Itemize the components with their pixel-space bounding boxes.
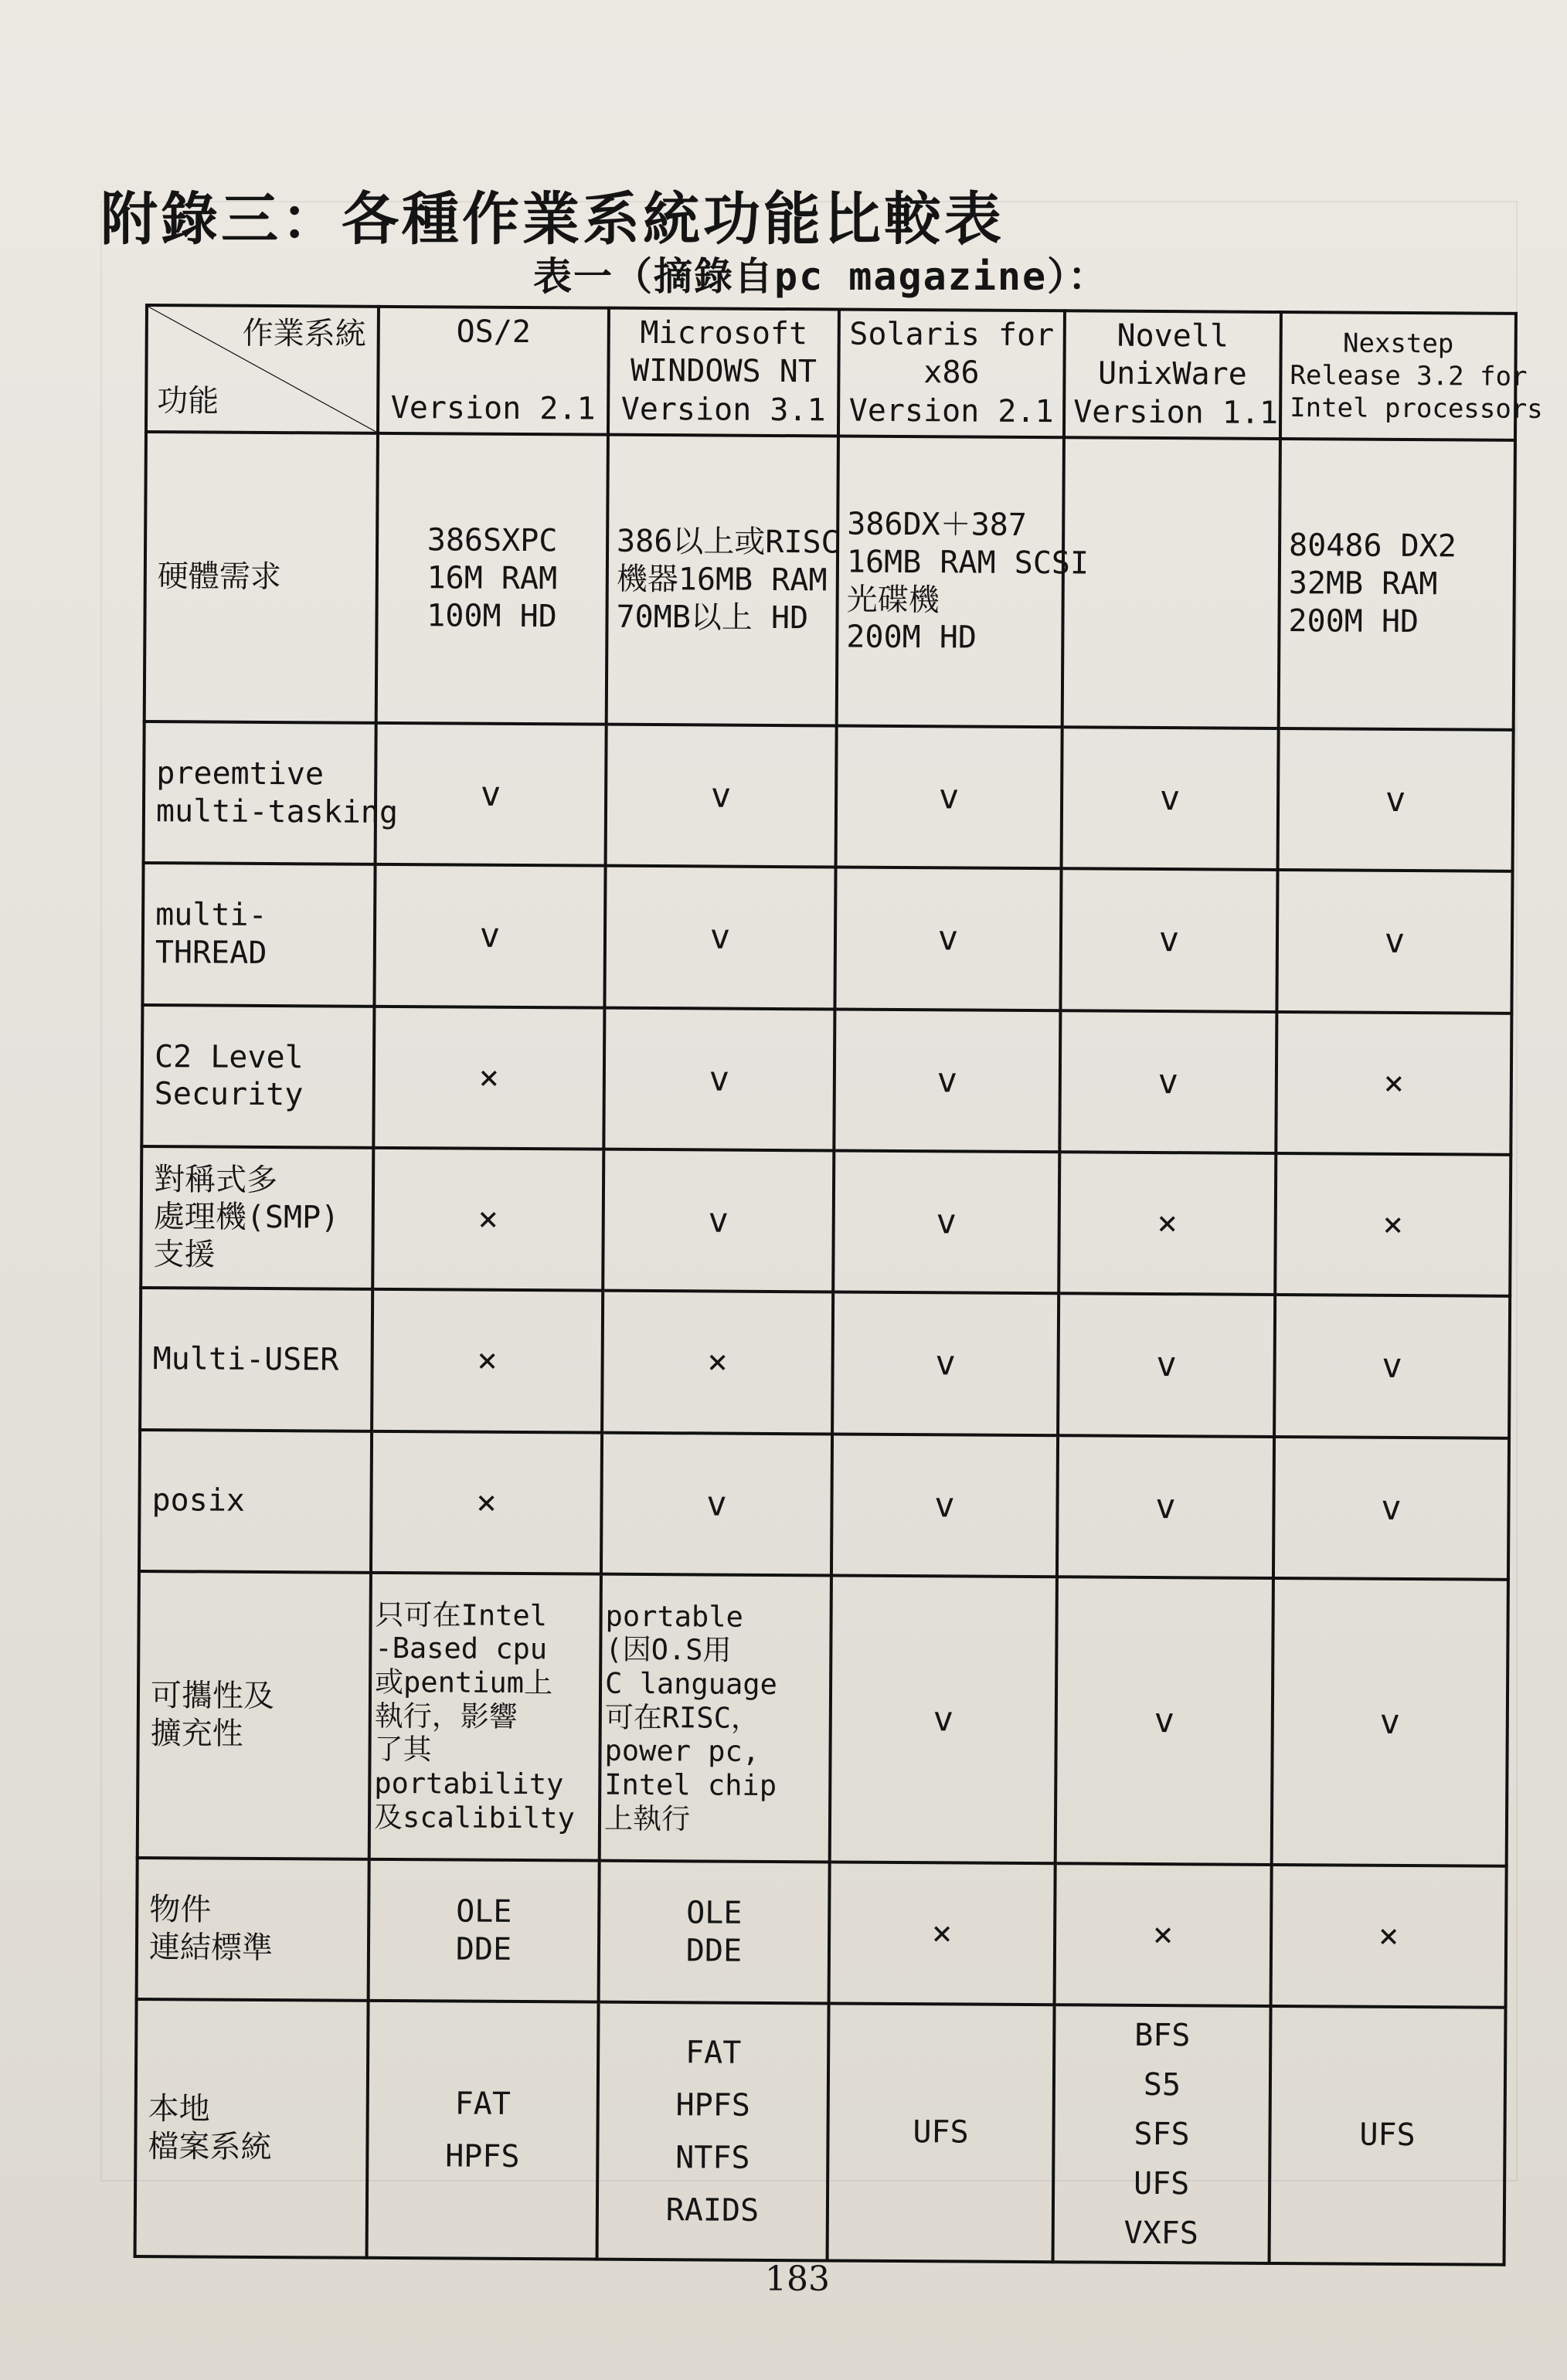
row-smp xyxy=(141,1146,1511,1296)
feature-label: 物件 連結標準 xyxy=(137,1858,369,2001)
check-mark: v xyxy=(834,867,1061,1010)
row-multithread xyxy=(142,863,1512,1013)
feature-label: multi-THREAD xyxy=(142,863,375,1006)
feature-label: 硬體需求 xyxy=(144,432,378,723)
check-mark: v xyxy=(601,1432,832,1575)
check-mark: v xyxy=(1058,1294,1275,1437)
column-header-os2: OS/2 Version 2.1 xyxy=(378,307,609,435)
check-mark: v xyxy=(606,725,837,867)
cross-mark: × xyxy=(373,1007,604,1149)
check-mark: v xyxy=(603,1007,834,1150)
check-mark: v xyxy=(376,723,607,866)
feature-label: 對稱式多 處理機(SMP) 支援 xyxy=(141,1146,373,1289)
feature-label: 可攜性及 擴充性 xyxy=(138,1571,371,1859)
page-number: 183 xyxy=(765,2259,830,2299)
check-mark: v xyxy=(374,864,605,1007)
check-mark: v xyxy=(1059,1010,1276,1153)
cross-mark: × xyxy=(372,1289,603,1432)
row-filesystem xyxy=(135,1999,1506,2265)
os-comparison-table xyxy=(134,304,1543,2266)
feature-label: C2 Level Security xyxy=(141,1005,374,1148)
check-mark: v xyxy=(831,1434,1058,1577)
feature-label: preemtive multi-tasking xyxy=(144,721,376,864)
row-preemptive xyxy=(144,721,1514,871)
row-c2-security xyxy=(141,1005,1511,1155)
column-header-solaris: Solaris for x86 Version 2.1 xyxy=(838,309,1065,437)
check-mark: v xyxy=(830,1576,1057,1863)
cross-mark: × xyxy=(1275,1153,1511,1296)
cross-mark: × xyxy=(1059,1152,1276,1295)
check-mark: v xyxy=(1278,728,1514,871)
cross-mark: × xyxy=(1055,1863,1272,2006)
check-mark: v xyxy=(1272,1578,1508,1866)
page-title: 附錄三：各種作業系統功能比較表 xyxy=(100,186,1004,253)
cross-mark: × xyxy=(602,1291,833,1434)
cell-hardware-nt: 386以上或RISC 機器16MB RAM 70MB以上 HD xyxy=(607,435,838,726)
check-mark: v xyxy=(1057,1435,1274,1578)
cell-hardware-nexstep: 80486 DX2 32MB RAM 200M HD xyxy=(1279,439,1515,730)
check-mark: v xyxy=(833,1151,1059,1294)
cross-mark: × xyxy=(371,1431,602,1574)
cell-object-os2: OLE DDE xyxy=(369,1859,600,2002)
check-mark: v xyxy=(1062,727,1279,870)
check-mark: v xyxy=(1060,869,1277,1012)
column-header-windows-nt: Microsoft WINDOWS NT Version 3.1 xyxy=(608,308,839,436)
cell-portability-os2: 只可在Intel -Based cpu 或pentium上 執行，影響 了其 portability 及scalibilty xyxy=(369,1573,601,1861)
corner-os-label: 作業系統 xyxy=(242,315,366,352)
row-multiuser xyxy=(140,1288,1510,1438)
cross-mark: × xyxy=(1271,1865,1507,2008)
row-hardware xyxy=(144,432,1515,730)
check-mark: v xyxy=(1055,1577,1273,1864)
check-mark: v xyxy=(603,1149,834,1292)
cross-mark: × xyxy=(829,1862,1055,2005)
row-object-linking xyxy=(137,1858,1507,2008)
check-mark: v xyxy=(1273,1437,1509,1580)
cell-portability-nt: portable (因O.S用 C language 可在RISC， power pc, Intel chip 上執行 xyxy=(600,1574,831,1862)
cell-fs-solaris: UFS xyxy=(828,2004,1055,2262)
cell-fs-os2: FAT HPFS xyxy=(367,2001,599,2259)
column-header-nexstep: Nexstep Release 3.2 for Intel processors xyxy=(1280,312,1516,440)
cell-object-nt: OLE DDE xyxy=(599,1861,830,2004)
cell-fs-unixware: BFS S5 SFS UFS VXFS xyxy=(1053,2005,1271,2263)
row-posix xyxy=(139,1430,1509,1580)
check-mark: v xyxy=(604,866,835,1009)
cell-hardware-os2: 386SXPC 16M RAM 100M HD xyxy=(376,433,608,725)
cell-hardware-solaris: 386DX＋387 16MB RAM SCSI 光碟機 200M HD xyxy=(837,436,1064,728)
row-portability xyxy=(138,1571,1508,1866)
cell-fs-nexstep: UFS xyxy=(1270,2006,1506,2265)
cross-mark: × xyxy=(1276,1012,1511,1155)
feature-label: posix xyxy=(139,1430,372,1573)
check-mark: v xyxy=(836,726,1062,869)
column-header-unixware: Novell UnixWare Version 1.1 xyxy=(1064,311,1281,439)
check-mark: v xyxy=(834,1009,1060,1152)
table-caption: 表一（摘錄自pc magazine）： xyxy=(533,254,1109,299)
check-mark: v xyxy=(1274,1295,1510,1438)
cell-fs-nt: FAT HPFS NTFS RAIDS xyxy=(597,2002,829,2261)
cell-hardware-unixware xyxy=(1062,438,1280,728)
check-mark: v xyxy=(832,1292,1059,1435)
comparison-table-wrap xyxy=(134,304,1543,2266)
check-mark: v xyxy=(1276,870,1512,1013)
feature-label: Multi-USER xyxy=(140,1288,372,1431)
cross-mark: × xyxy=(372,1148,603,1291)
corner-feature-label: 功能 xyxy=(157,382,219,419)
corner-cell xyxy=(146,305,379,433)
feature-label: 本地 檔案系統 xyxy=(135,1999,369,2258)
header-row xyxy=(146,305,1516,440)
